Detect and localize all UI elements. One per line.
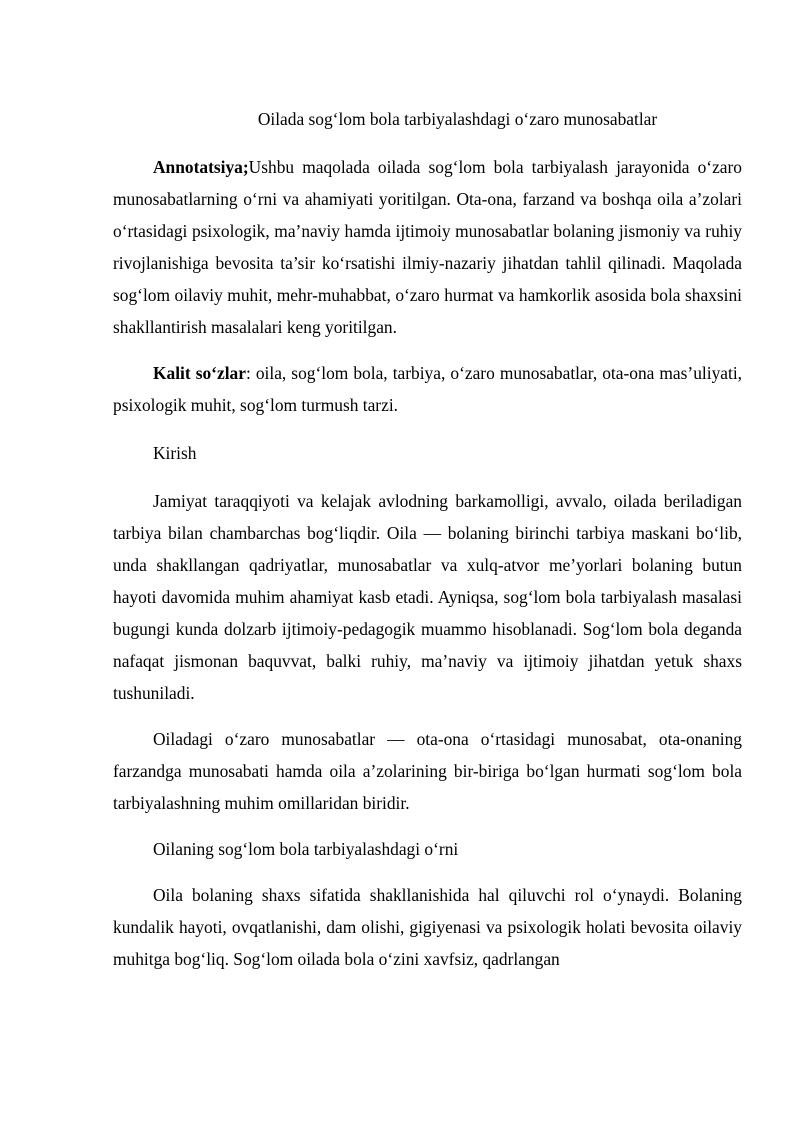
keywords-paragraph <box>113 357 742 421</box>
keywords-text: : oila, sog‘lom bola, tarbiya, o‘zaro munosabatlar, ota-ona mas’uliyati, psixologik muhit, sog‘lom turmush tarzi. <box>113 363 742 415</box>
document-title: Oilada sog‘lom bola tarbiyalashdagi o‘zaro munosabatlar <box>257 109 658 129</box>
intro-paragraph-1: Jamiyat taraqqiyoti va kelajak avlodning barkamolligi, avvalo, oilada beriladigan tarbiya bilan chambarchas bog‘liqdir. Oila — bolaning birinchi tarbiya maskani bo‘lib, unda shakllangan qadriyatlar, munosabatlar va xulq-atvor me’yorlari bolaning butun hayoti davomida muhim ahamiyat kasb etadi. Ayniqsa, sog‘lom bola tarbiyalash masalasi bugungi kunda dolzarb ijtimoiy-pedagogik muammo hisoblanadi. Sog‘lom bola deganda nafaqat jismonan baquvvat, balki ruhiy, ma’naviy va ijtimoiy jihatdan yetuk shaxs tushuniladi. <box>113 491 742 703</box>
annotation-text: Ushbu maqolada oilada sog‘lom bola tarbiyalash jarayonida o‘zaro munosabatlarning o‘rni va ahamiyati yoritilgan. Ota-ona, farzand va boshqa oila a’zolari o‘rtasidagi psixologik, ma’naviy hamda ijtimoiy munosabatlar bolaning jismoniy va ruhiy rivojlanishiga bevosita ta’sir ko‘rsatishi ilmiy-nazariy jihatdan tahlil qilinadi. Maqolada sog‘lom oilaviy muhit, mehr-muhabbat, o‘zaro hurmat va hamkorlik asosida bola shaxsini shakllantirish masalalari keng yoritilgan. <box>113 157 742 337</box>
annotation-paragraph <box>113 151 742 343</box>
section-paragraph-1: Oila bolaning shaxs sifatida shakllanishida hal qiluvchi rol o‘ynaydi. Bolaning kundalik hayoti, ovqatlanishi, dam olishi, gigiyenasi va psixologik holati bevosita oilaviy muhitga bog‘liq. Sog‘lom oilada bola o‘zini xavfsiz, qadrlangan <box>113 885 742 969</box>
intro-paragraph-2: Oiladagi o‘zaro munosabatlar — ota-ona o‘rtasidagi munosabat, ota-onaning farzandga munosabati hamda oila a’zolarining bir-biriga bo‘lgan hurmati sog‘lom bola tarbiyalashning muhim omillaridan biridir. <box>113 729 742 813</box>
keywords-label: Kalit so‘zlar <box>153 363 246 383</box>
document-page <box>113 103 742 975</box>
intro-heading: Kirish <box>153 443 197 463</box>
section-heading: Oilaning sog‘lom bola tarbiyalashdagi o‘rni <box>153 839 459 859</box>
annotation-label: Annotatsiya; <box>153 157 249 177</box>
